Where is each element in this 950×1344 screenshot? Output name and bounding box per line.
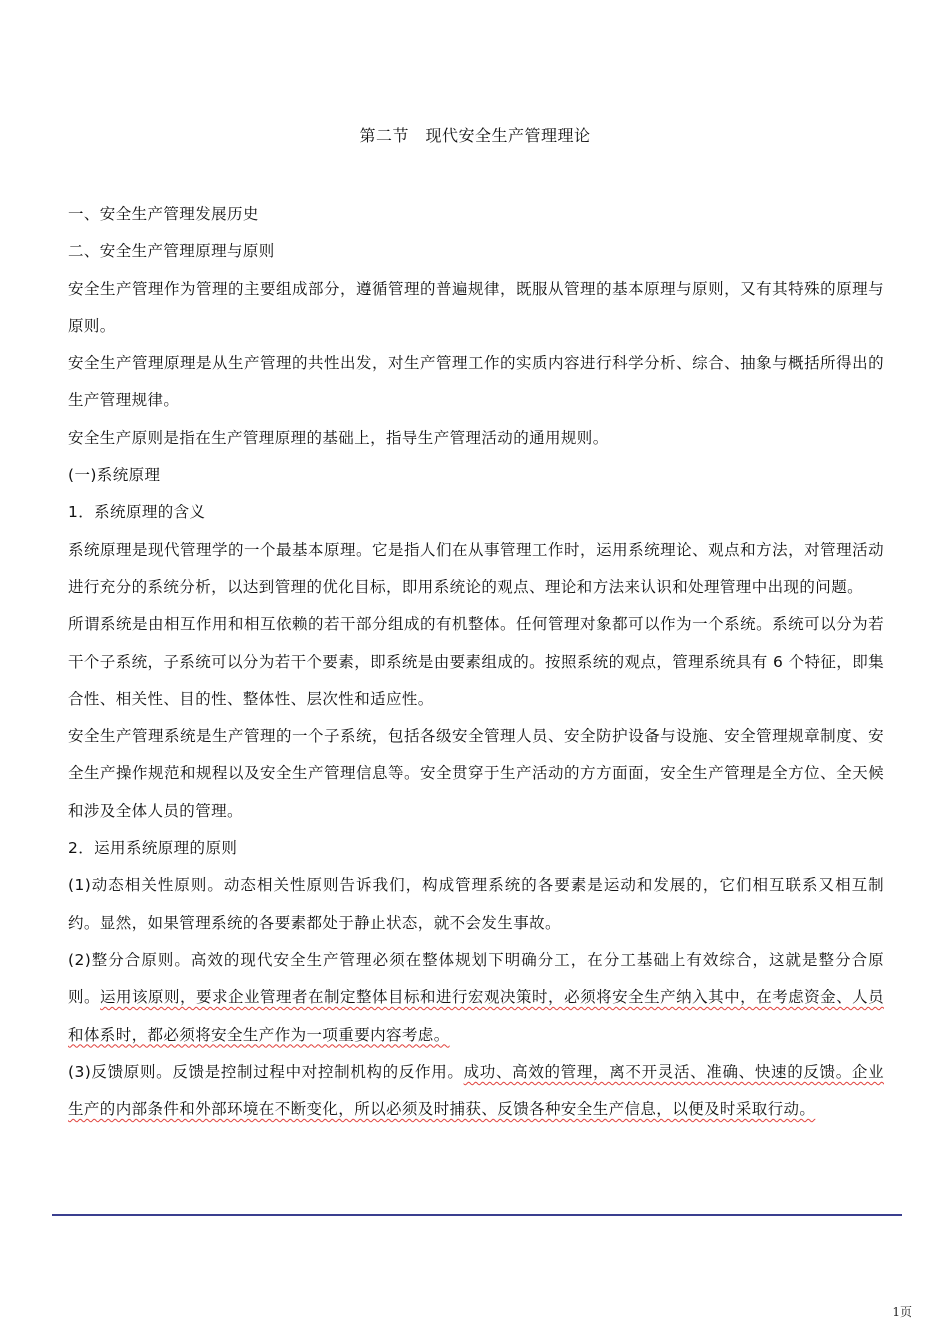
paragraph-dynamic-correlation: (1)动态相关性原则。动态相关性原则告诉我们，构成管理系统的各要素是运动和发展的，它们相互联系又相互制约。显然，如果管理系统的各要素都处于静止状态，就不会发生事故。 xyxy=(68,876,884,932)
paragraph-system-definition: 所谓系统是由相互作用和相互依赖的若干部分组成的有机整体。任何管理对象都可以作为一个系统。系统可以分为若干个子系统，子系统可以分为若干个要素，即系统是由要素组成的。按照系统的观点，管理系统具有 6 个特征，即集合性、相关性、目的性、整体性、层次性和适应性。 xyxy=(68,615,884,708)
section-title: 第二节 现代安全生产管理理论 xyxy=(359,126,591,145)
paragraph-safety-system: 安全生产管理系统是生产管理的一个子系统，包括各级安全管理人员、安全防护设备与设施、安全管理规章制度、安全生产操作规范和规程以及安全生产管理信息等。安全贯穿于生产活动的方方面面，安全生产管理是全方位、全天候和涉及全体人员的管理。 xyxy=(68,727,884,820)
heading-system-principle: (一)系统原理 xyxy=(68,466,161,485)
paragraph-integration-principle xyxy=(68,942,884,1054)
paragraph-intro: 安全生产管理作为管理的主要组成部分，遵循管理的普遍规律，既服从管理的基本原理与原则，又有其特殊的原理与原则。 xyxy=(68,279,884,335)
page-number: 1页 xyxy=(892,1305,912,1319)
paragraph-principle-definition: 安全生产管理原理是从生产管理的共性出发，对生产管理工作的实质内容进行科学分析、综合、抽象与概括所得出的生产管理规律。 xyxy=(68,354,884,410)
heading-principles: 二、安全生产管理原理与原则 xyxy=(68,242,275,261)
paragraph-rule-definition: 安全生产原则是指在生产管理原理的基础上，指导生产管理活动的通用规则。 xyxy=(68,428,609,447)
heading-system-meaning: 1．系统原理的含义 xyxy=(68,503,206,522)
heading-history: 一、安全生产管理发展历史 xyxy=(68,205,259,223)
feedback-principle-text: (3)反馈原则。反馈是控制过程中对控制机构的反作用。 xyxy=(68,1062,464,1081)
integration-principle-text: (2)整分合原则。高效的现代安全生产管理必须在整体规划下明确分工，在分工基础上有效综合，这就是整分合原则。 xyxy=(68,950,884,1007)
document-body xyxy=(68,196,884,1128)
paragraph-feedback-principle xyxy=(68,1054,884,1129)
paragraph-system-principle: 系统原理是现代管理学的一个最基本原理。它是指人们在从事管理工作时，运用系统理论、观点和方法，对管理活动进行充分的系统分析，以达到管理的优化目标，即用系统论的观点、理论和方法来认识和处理管理中出现的问题。 xyxy=(68,540,884,596)
heading-application-rules: 2．运用系统原理的原则 xyxy=(68,839,238,858)
integration-principle-underlined-text: 运用该原则，要求企业管理者在制定整体目标和进行宏观决策时，必须将安全生产纳入其中，在考虑资金、人员和体系时，都必须将安全生产作为一项重要内容考虑。 xyxy=(68,988,884,1044)
footer-divider xyxy=(52,1214,902,1216)
feedback-principle-underlined-text: 成功、高效的管理，离不开灵活、准确、快速的反馈。企业生产的内部条件和外部环境在不断变化，所以必须及时捕获、反馈各种安全生产信息，以便及时采取行动。 xyxy=(68,1062,885,1119)
